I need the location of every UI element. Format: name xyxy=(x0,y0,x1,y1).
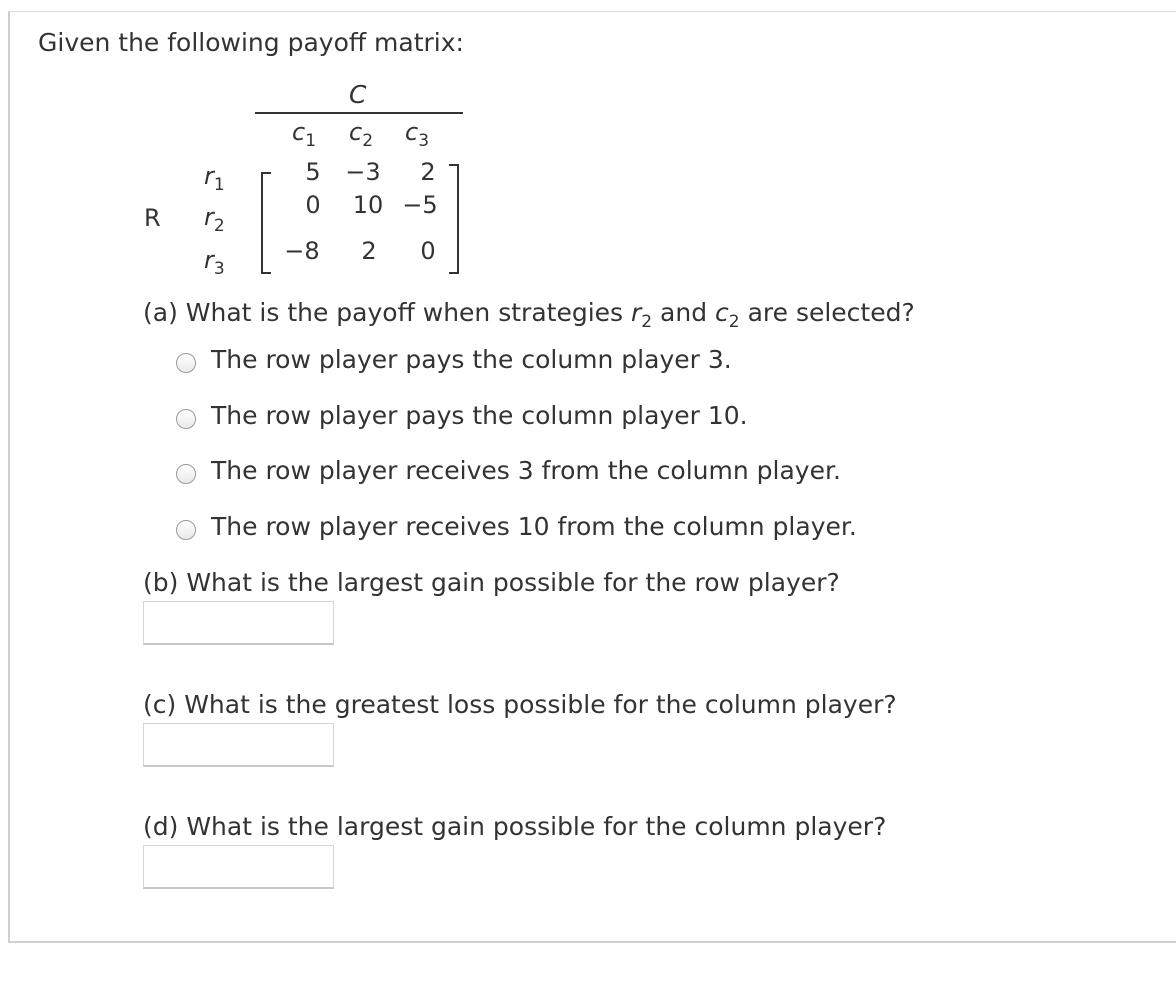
option-label: The row player receives 3 from the column player. xyxy=(211,455,841,485)
question-b-text: (b) What is the largest gain possible for the row player? xyxy=(143,568,840,597)
matrix-cell: 0 xyxy=(305,191,321,219)
column-label-c3: $c_3$ xyxy=(405,118,430,151)
row-label-r3: $r_3$ xyxy=(204,246,225,279)
option-a-1[interactable] xyxy=(176,345,732,373)
radio-button[interactable] xyxy=(176,409,196,429)
option-a-3[interactable] xyxy=(176,456,841,484)
matrix-cell: −8 xyxy=(284,237,320,265)
option-label: The row player pays the column player 10. xyxy=(211,400,748,430)
matrix-cell: −3 xyxy=(345,158,381,186)
intro-text: Given the following payoff matrix: xyxy=(38,28,464,57)
row-label-r2: $r_2$ xyxy=(204,203,225,236)
matrix-cell: 2 xyxy=(420,158,436,186)
column-header-rule xyxy=(255,112,463,114)
matrix-cell: 2 xyxy=(361,237,377,265)
matrix-cell: −5 xyxy=(402,191,438,219)
radio-button[interactable] xyxy=(176,353,196,373)
column-label-c2: $c_2$ xyxy=(349,118,374,151)
option-a-2[interactable] xyxy=(176,401,748,429)
option-a-4[interactable] xyxy=(176,512,857,540)
matrix-cell: 10 xyxy=(352,191,384,219)
row-player-label: R xyxy=(144,204,161,232)
question-c-text: (c) What is the greatest loss possible for the column player? xyxy=(143,690,897,719)
matrix-cell: 5 xyxy=(305,158,321,186)
column-player-label: C xyxy=(349,80,367,109)
matrix-left-bracket xyxy=(261,172,271,274)
option-label: The row player pays the column player 3. xyxy=(211,344,732,374)
column-label-c1: $c_1$ xyxy=(292,118,317,151)
answer-b-input[interactable] xyxy=(143,601,334,645)
radio-button[interactable] xyxy=(176,520,196,540)
radio-button[interactable] xyxy=(176,464,196,484)
question-a-text: (a) What is the payoff when strategies $r_2$ and $c_2$ are selected? xyxy=(143,298,915,332)
answer-d-input[interactable] xyxy=(143,845,334,889)
question-d-text: (d) What is the largest gain possible for the column player? xyxy=(143,812,887,841)
matrix-cell: 0 xyxy=(420,237,436,265)
option-label: The row player receives 10 from the column player. xyxy=(211,511,857,541)
row-label-r1: $r_1$ xyxy=(204,162,225,195)
answer-c-input[interactable] xyxy=(143,723,334,767)
